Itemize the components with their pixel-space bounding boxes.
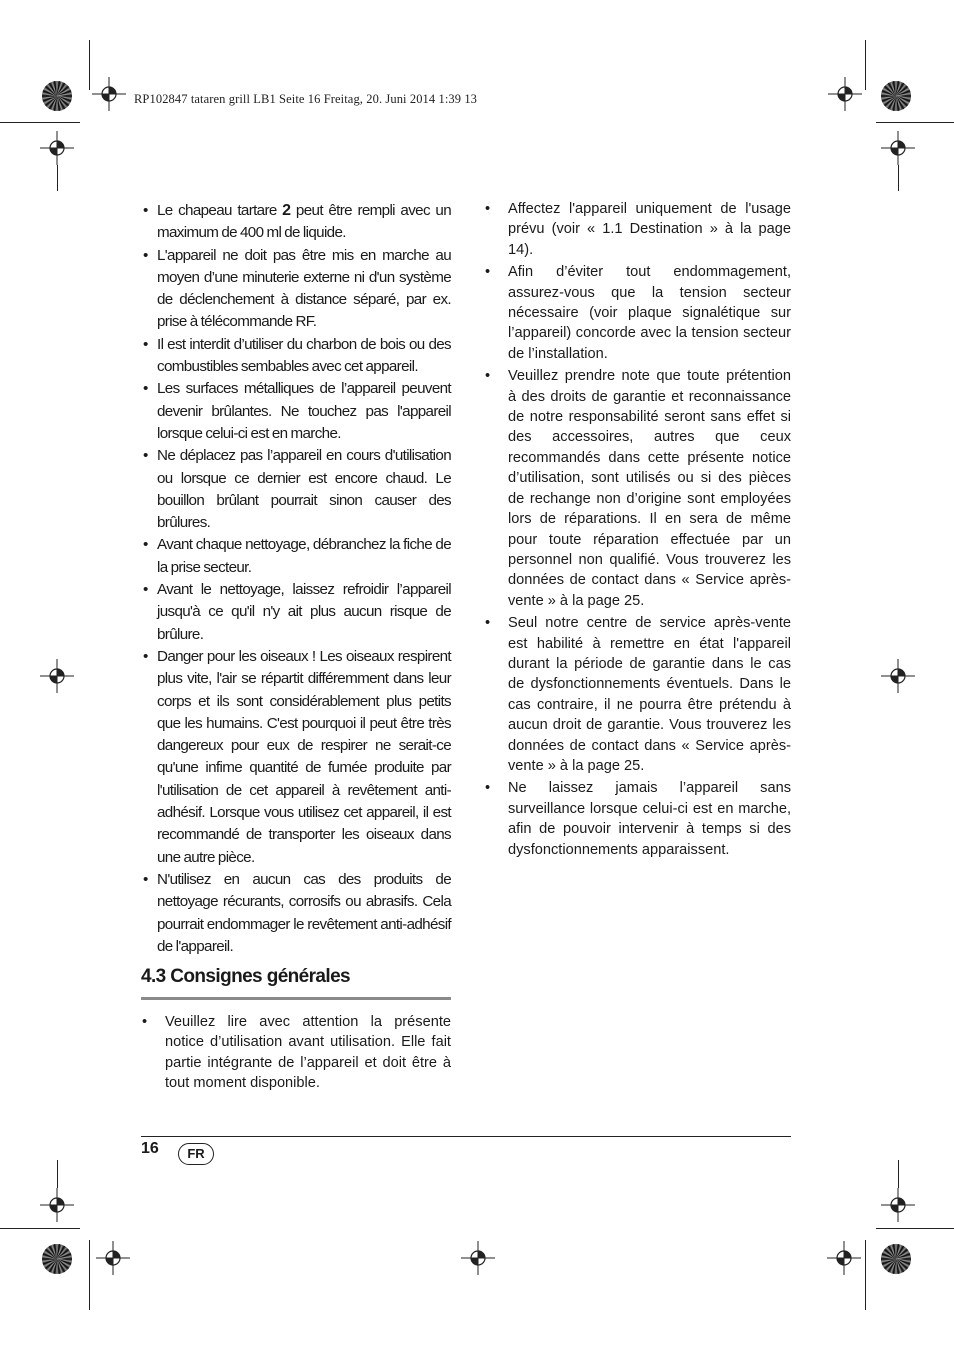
registration-crosshair-icon <box>827 1241 861 1275</box>
registration-crosshair-icon <box>40 659 74 693</box>
crop-mark <box>57 165 58 191</box>
registration-crosshair-icon <box>96 1241 130 1275</box>
crop-mark <box>865 40 866 90</box>
registration-star-icon <box>41 1243 73 1275</box>
list-item: • Affectez l'appareil uniquement de l'usage prévu (voir « 1.1 Destination » à la page 14). <box>484 199 791 260</box>
registration-crosshair-icon <box>881 659 915 693</box>
page-number: 16 <box>141 1140 159 1157</box>
crop-mark <box>898 1160 899 1188</box>
list-item-text: Le chapeau tartare <box>157 202 283 219</box>
list-item: • N'utilisez en aucun cas des produits de nettoyage récurants, corrosifs ou abrasifs. Cela pourrait endommager le revêtement anti-adhésif de l'appareil. <box>141 869 451 958</box>
list-item: • Afin d’éviter tout endommagement, assurez-vous que la tension secteur nécessaire (voir plaque signalétique sur l’appareil) concorde avec la tension secteur de l’installation. <box>484 262 791 364</box>
list-item: • Il est interdit d’utiliser du charbon de bois ou des combustibles sembables avec cet appareil. <box>141 334 451 379</box>
safety-list-left <box>141 200 451 958</box>
list-item: • Avant chaque nettoyage, débranchez la fiche de la prise secteur. <box>141 534 451 579</box>
general-list <box>141 1012 451 1094</box>
registration-crosshair-icon <box>461 1241 495 1275</box>
list-item <box>141 200 451 245</box>
crop-mark <box>0 122 80 123</box>
safety-list-right <box>484 199 791 860</box>
registration-crosshair-icon <box>40 1188 74 1222</box>
registration-crosshair-icon <box>92 77 126 111</box>
list-item: • Veuillez lire avec attention la présente notice d’utilisation avant utilisation. Elle fait partie intégrante de l’appareil et doit être à tout moment disponible. <box>141 1012 451 1094</box>
crop-mark <box>57 1160 58 1188</box>
left-column <box>141 200 451 958</box>
crop-mark <box>865 1240 866 1310</box>
crop-mark <box>89 1240 90 1310</box>
registration-star-icon <box>880 1243 912 1275</box>
general-instructions <box>141 1012 451 1096</box>
registration-crosshair-icon <box>881 1188 915 1222</box>
list-item: • Les surfaces métalliques de l’appareil peuvent devenir brûlantes. Ne touchez pas l'appareil lorsque celui-ci est en marche. <box>141 378 451 445</box>
list-item: • Ne laissez jamais l’appareil sans surveillance lorsque celui-ci est en marche, afin de pouvoir intervenir à temps si des dysfonctionnements apparaissent. <box>484 778 791 860</box>
crop-mark <box>89 40 90 90</box>
right-column <box>484 199 791 862</box>
crop-mark <box>876 122 954 123</box>
registration-crosshair-icon <box>881 131 915 165</box>
print-info-header: RP102847 tataren grill LB1 Seite 16 Freitag, 20. Juni 2014 1:39 13 <box>134 92 478 106</box>
list-item: • Ne déplacez pas l’appareil en cours d'utilisation ou lorsque ce dernier est encore chaud. Le bouillon brûlant pourrait sinon causer des brûlures. <box>141 445 451 534</box>
list-item-text: peut être rempli avec un maximum de 400 ml de liquide. <box>157 202 451 242</box>
list-item: • Seul notre centre de service après-vente est habilité à remettre en état l'appareil durant la période de garantie dans le cas de dysfonctionnements éventuels. Dans le cas contraire, il ne pourra être prétendu à aucun droit de garantie. Vous trouverez les données de contact dans « Service après-vente » à la page 25. <box>484 613 791 776</box>
registration-crosshair-icon <box>828 77 862 111</box>
list-item: • Avant le nettoyage, laissez refroidir l’appareil jusqu'à ce qu'il n'y ait plus aucun risque de brûlure. <box>141 579 451 646</box>
language-badge: FR <box>178 1143 214 1165</box>
registration-star-icon <box>880 80 912 112</box>
crop-mark <box>876 1228 954 1229</box>
registration-star-icon <box>41 80 73 112</box>
crop-mark <box>0 1228 80 1229</box>
list-item: • Danger pour les oiseaux ! Les oiseaux respirent plus vite, l'air se répartit différemment dans leur corps et ils sont considérablement plus petits que les humains. C'est pourquoi il peut être très dangereux pour eux de respirer ne serait-ce qu'une infime quantité de fumée produite par l'utilisation de cet appareil à revêtement anti-adhésif. Lorsque vous utilisez cet appareil, il est recommandé de transporter les oiseaux dans une autre pièce. <box>141 646 451 869</box>
registration-crosshair-icon <box>40 131 74 165</box>
list-item: • Veuillez prendre note que toute prétention à des droits de garantie et reconnaissance de notre responsabilité seront sans effet si des accessoires, autres que ceux recommandés dans cette présente notice d’utilisation, sont utilisés ou si des pièces de rechange non d’origine sont employées lors de réparations. Il en sera de même pour toute réparation effectuée par un personnel non qualifié. Vous trouverez les données de contact dans « Service après-vente » à la page 25. <box>484 366 791 611</box>
section-heading: 4.3 Consignes générales <box>141 966 351 987</box>
part-number: 2 <box>282 202 291 219</box>
crop-mark <box>898 165 899 191</box>
section-divider <box>141 997 451 1000</box>
footer-divider <box>141 1136 791 1137</box>
list-item: • L'appareil ne doit pas être mis en marche au moyen d’une minuterie externe ni d'un système de déclenchement à distance séparé, par ex. prise à télécommande RF. <box>141 245 451 334</box>
